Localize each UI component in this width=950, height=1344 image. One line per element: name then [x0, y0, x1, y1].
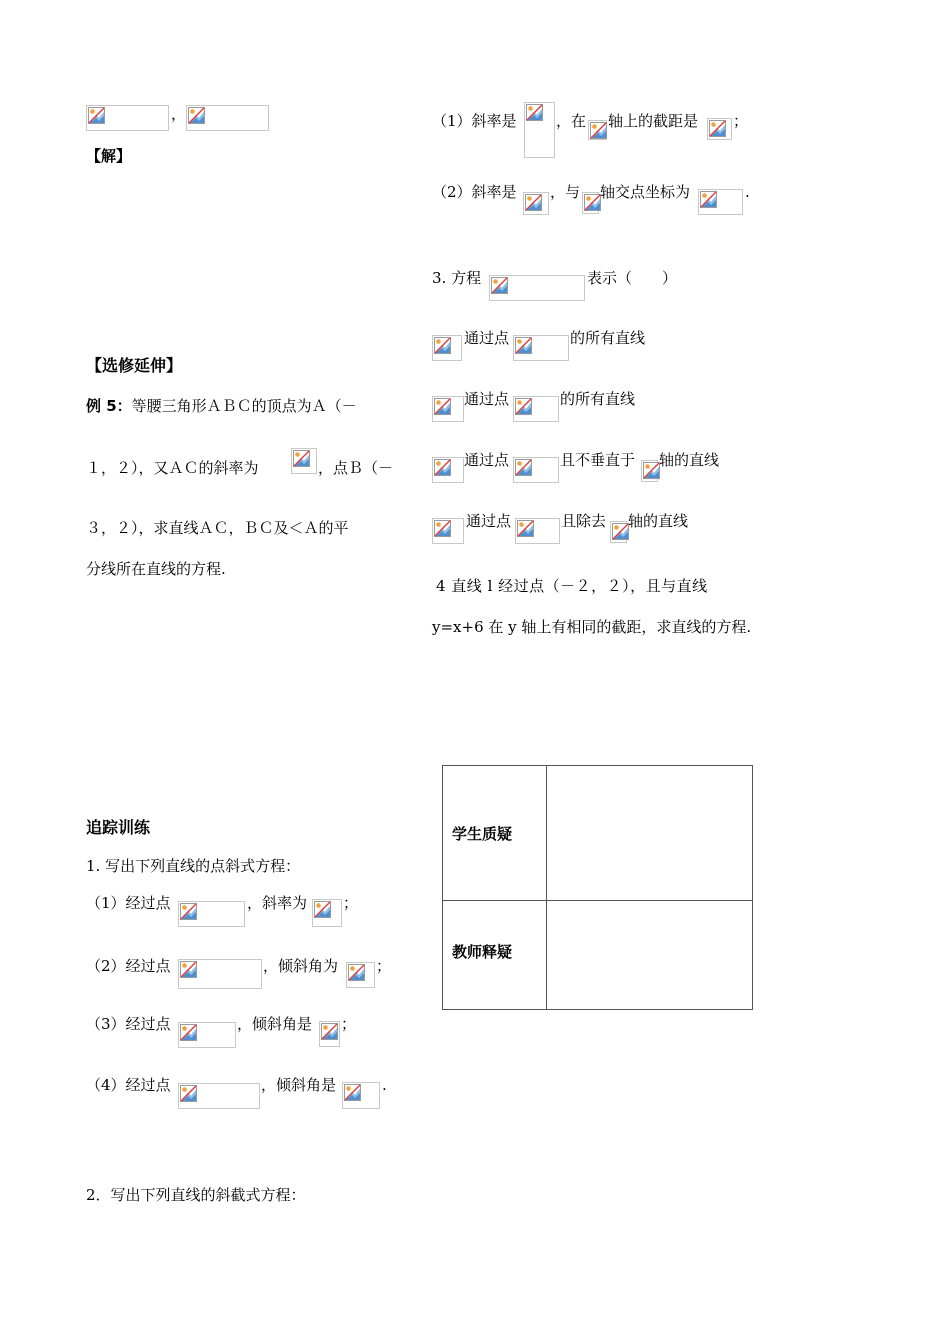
option-d-text-c: 轴的直线 — [628, 512, 689, 530]
broken-image-icon — [344, 1084, 361, 1101]
option-d-text-b: 且除去 — [561, 512, 607, 530]
formula-image — [515, 518, 560, 544]
q1-item-2-c: ； — [376, 957, 392, 975]
example5-text: 等腰三角形ＡＢＣ的顶点为Ａ（－ — [131, 397, 357, 415]
broken-image-icon — [700, 191, 717, 208]
formula-image — [319, 1021, 340, 1047]
formula-image — [513, 335, 569, 361]
option-a-text-b: 的所有直线 — [570, 329, 646, 347]
comma: ， — [171, 105, 187, 123]
formula-image — [610, 521, 627, 543]
broken-image-icon — [348, 964, 365, 981]
q1-item-3-b: ，倾斜角是 — [237, 1015, 313, 1033]
r-item-1-b: ，在 — [556, 112, 587, 130]
broken-image-icon — [584, 194, 601, 211]
broken-image-icon — [491, 277, 508, 294]
student-questions-label-cell — [443, 766, 547, 901]
q3-b: 表示（ ） — [587, 269, 678, 287]
broken-image-icon — [88, 107, 105, 124]
option-b-text: 通过点 — [464, 390, 510, 408]
broken-image-icon — [188, 107, 205, 124]
formula-image — [342, 1082, 380, 1109]
broken-image-icon — [180, 1024, 197, 1041]
option-a-text: 通过点 — [464, 329, 510, 347]
option-c-text: 通过点 — [464, 451, 510, 469]
student-questions-label: 学生质疑 — [452, 824, 513, 843]
option-marker-image — [432, 518, 464, 544]
broken-image-icon — [434, 337, 451, 354]
broken-image-icon — [434, 398, 451, 415]
option-b-text-b: 的所有直线 — [560, 390, 636, 408]
q4-line-1: 4 直线 l 经过点（－２，２），且与直线 — [436, 577, 708, 595]
broken-image-icon — [515, 337, 532, 354]
r-item-1-d: ； — [733, 112, 749, 130]
formula-image — [707, 118, 732, 140]
broken-image-icon — [321, 1023, 338, 1040]
broken-image-icon — [709, 120, 726, 137]
formula-image — [178, 1083, 260, 1109]
q1-item-4-b: ，倾斜角是 — [261, 1076, 337, 1094]
example5-line-1 — [86, 396, 357, 416]
q1-item-1-c: ； — [343, 894, 359, 912]
table-row — [443, 766, 753, 901]
solution-label: 【解】 — [86, 147, 132, 165]
formula-image — [588, 120, 607, 140]
q1-item-4-a: （4）经过点 — [86, 1076, 171, 1094]
formula-image — [513, 396, 559, 422]
teacher-answers-label-cell — [443, 901, 547, 1010]
formula-image — [524, 102, 555, 158]
table-row — [443, 901, 753, 1010]
r-item-2-b: ，与 — [550, 183, 581, 201]
broken-image-icon — [515, 459, 532, 476]
tracking-heading: 追踪训练 — [86, 818, 151, 837]
formula-image — [86, 105, 169, 131]
formula-image — [186, 105, 269, 131]
formula-image — [178, 959, 262, 989]
q2-title: 2．写出下列直线的斜截式方程： — [86, 1186, 306, 1204]
question-answer-table — [442, 765, 753, 1010]
broken-image-icon — [612, 523, 629, 540]
formula-image — [698, 189, 743, 215]
broken-image-icon — [590, 122, 607, 139]
broken-image-icon — [643, 462, 660, 479]
r-item-2-c: 轴交点坐标为 — [600, 183, 691, 201]
r-item-2-a: （2）斜率是 — [432, 183, 517, 201]
broken-image-icon — [293, 450, 310, 467]
teacher-answers-label: 教师释疑 — [452, 943, 513, 961]
example5-label: 例 5： — [86, 397, 132, 415]
formula-image — [489, 275, 585, 301]
option-c-text-c: 轴的直线 — [659, 451, 720, 469]
option-marker-image — [432, 457, 464, 483]
teacher-answers-area[interactable] — [547, 901, 753, 1010]
option-c-text-b: 且不垂直于 — [560, 451, 636, 469]
r-item-1-c: 轴上的截距是 — [608, 112, 699, 130]
formula-image — [523, 192, 549, 215]
option-marker-image — [432, 396, 464, 422]
q1-item-1-b: ，斜率为 — [247, 894, 308, 912]
broken-image-icon — [180, 961, 197, 978]
formula-image — [582, 192, 599, 214]
formula-image — [641, 460, 658, 482]
example5-line-2: １，２），又ＡＣ的斜率为 — [86, 459, 259, 477]
formula-image — [312, 899, 342, 927]
q3-a: 3. 方程 — [432, 269, 482, 287]
formula-image — [513, 457, 559, 483]
broken-image-icon — [314, 901, 331, 918]
q1-title: 1. 写出下列直线的点斜式方程： — [86, 857, 301, 875]
q1-item-4-c: . — [382, 1076, 387, 1094]
broken-image-icon — [434, 459, 451, 476]
formula-image — [291, 448, 317, 474]
formula-image — [178, 901, 245, 927]
broken-image-icon — [517, 520, 534, 537]
q1-item-3-c: ； — [341, 1015, 357, 1033]
q1-item-2-b: ，倾斜角为 — [263, 957, 339, 975]
example5-line-3: ３，２），求直线ＡＣ，ＢＣ及＜Ａ的平 — [86, 519, 349, 537]
r-item-2-d: . — [745, 183, 750, 201]
broken-image-icon — [525, 194, 542, 211]
broken-image-icon — [434, 520, 451, 537]
r-item-1-a: （1）斜率是 — [432, 112, 517, 130]
q1-item-1-a: （1）经过点 — [86, 894, 171, 912]
student-questions-area[interactable] — [547, 766, 753, 901]
example5-line-4: 分线所在直线的方程. — [86, 560, 226, 578]
broken-image-icon — [526, 104, 543, 121]
option-d-text: 通过点 — [466, 512, 512, 530]
q1-item-2-a: （2）经过点 — [86, 957, 171, 975]
elective-heading: 【选修延伸】 — [86, 356, 183, 375]
formula-image — [346, 962, 375, 988]
formula-image — [178, 1022, 236, 1048]
example5-line-2b: ，点Ｂ（－ — [318, 459, 394, 477]
broken-image-icon — [180, 903, 197, 920]
broken-image-icon — [515, 398, 532, 415]
q1-item-3-a: （3）经过点 — [86, 1015, 171, 1033]
q4-line-2: y=x+6 在 y 轴上有相同的截距，求直线的方程. — [432, 618, 752, 636]
broken-image-icon — [180, 1085, 197, 1102]
option-marker-image — [432, 335, 462, 361]
